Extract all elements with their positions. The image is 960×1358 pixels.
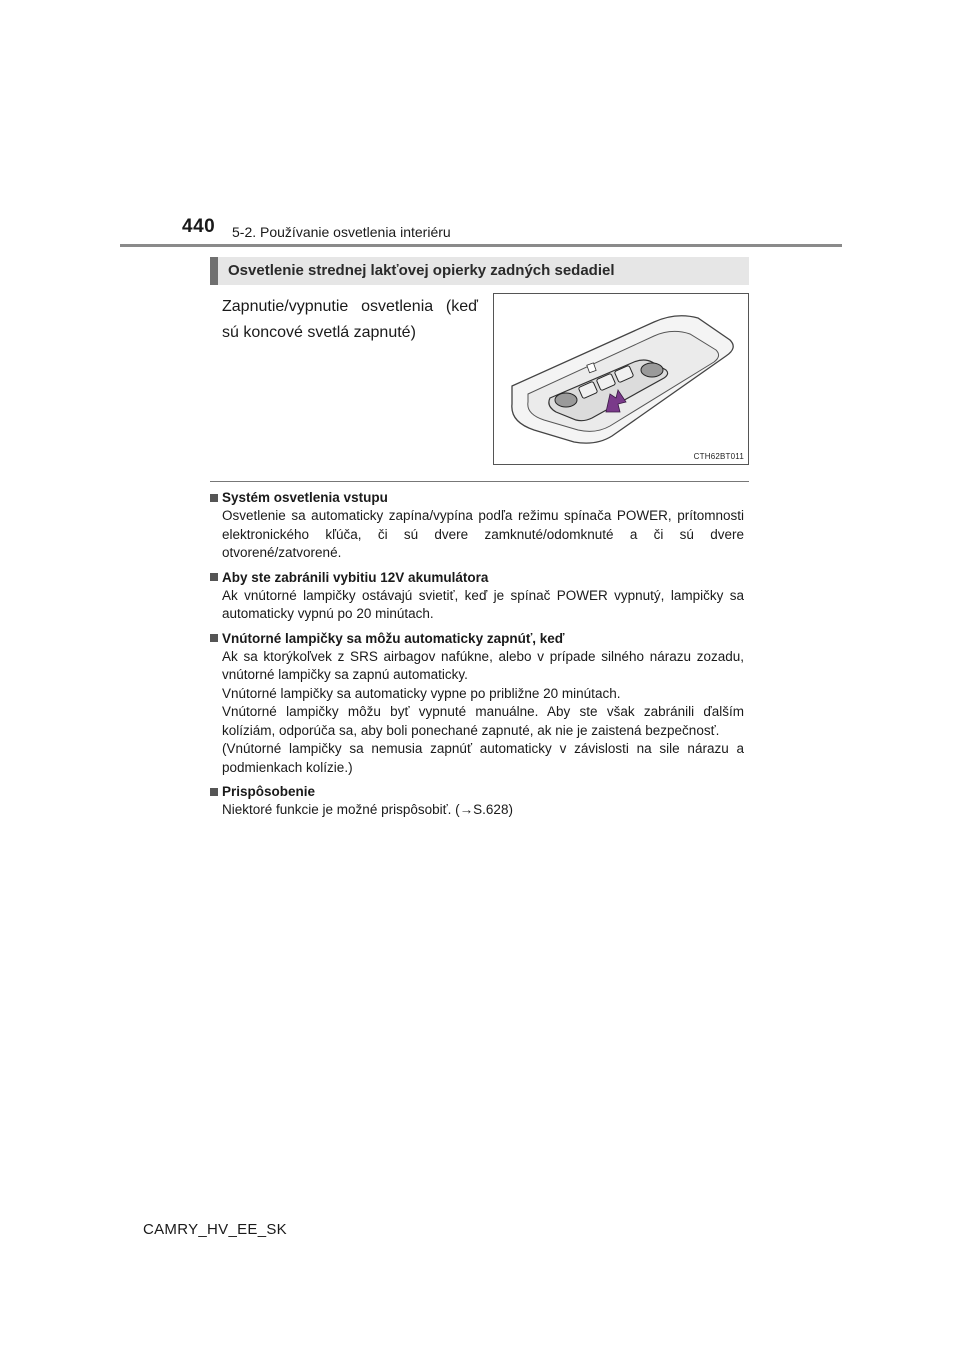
section-rule (210, 481, 749, 482)
section-heading: Osvetlenie strednej lakťovej opierky zadných sedadiel (210, 257, 749, 285)
note-title: Aby ste zabránili vybitiu 12V akumulátora (222, 569, 489, 585)
note-paragraph: Vnútorné lampičky sa automaticky vypne po približne 20 minútach. (222, 685, 621, 701)
note-title: Systém osvetlenia vstupu (222, 490, 388, 505)
armrest-light-illustration (493, 293, 749, 465)
note-battery (210, 568, 744, 624)
note-title: Vnútorné lampičky sa môžu automaticky zapnúť, keď (222, 630, 565, 646)
header-rule (120, 244, 842, 247)
note-paragraph: Ak vnútorné lampičky ostávajú svietiť, keď je spínač POWER vypnutý, lampičky sa automaticky vypnú po 20 minútach. (222, 587, 744, 621)
notes (210, 488, 744, 825)
square-bullet-icon (210, 788, 218, 796)
chapter-title: 5-2. Používanie osvetlenia interiéru (232, 224, 451, 240)
page-number: 440 (182, 216, 216, 237)
note-paragraph: Osvetlenie sa automaticky zapína/vypína podľa režimu spínača POWER, prítomnosti elektronického kľúča, či sú dvere zamknuté/odomknuté a či sú dvere otvorené/zatvorené. (222, 508, 744, 560)
intro-text: Zapnutie/vypnutie osvetlenia (keď sú koncové svetlá zapnuté) (222, 298, 478, 341)
note-entry-lighting (210, 488, 744, 563)
note-paragraph: Niektoré funkcie je možné prispôsobiť. (→S.628) (222, 802, 513, 817)
note-title: Prispôsobenie (222, 784, 316, 799)
note-automatic-on (210, 629, 744, 778)
note-customization (210, 782, 744, 820)
armrest-panel-drawing (494, 294, 748, 464)
square-bullet-icon (210, 634, 218, 642)
note-paragraph: Ak sa ktorýkoľvek z SRS airbagov nafúkne, alebo v prípade silného nárazu zozadu, vnútorné lampičky sa zapnú automaticky. (222, 648, 744, 682)
footer-code: CAMRY_HV_EE_SK (143, 1221, 287, 1238)
note-paragraph: (Vnútorné lampičky sa nemusia zapnúť automaticky v závislosti na sile nárazu a podmienkach kolízie.) (222, 741, 744, 775)
square-bullet-icon (210, 573, 218, 581)
figure-code: CTH62BT011 (693, 452, 744, 461)
note-paragraph: Vnútorné lampičky môžu byť vypnuté manuálne. Aby ste však zabránili ďalším kolíziám, odporúča sa, aby boli ponechané zapnuté, ak nie je zaistená bezpečnosť. (222, 704, 744, 738)
square-bullet-icon (210, 494, 218, 502)
